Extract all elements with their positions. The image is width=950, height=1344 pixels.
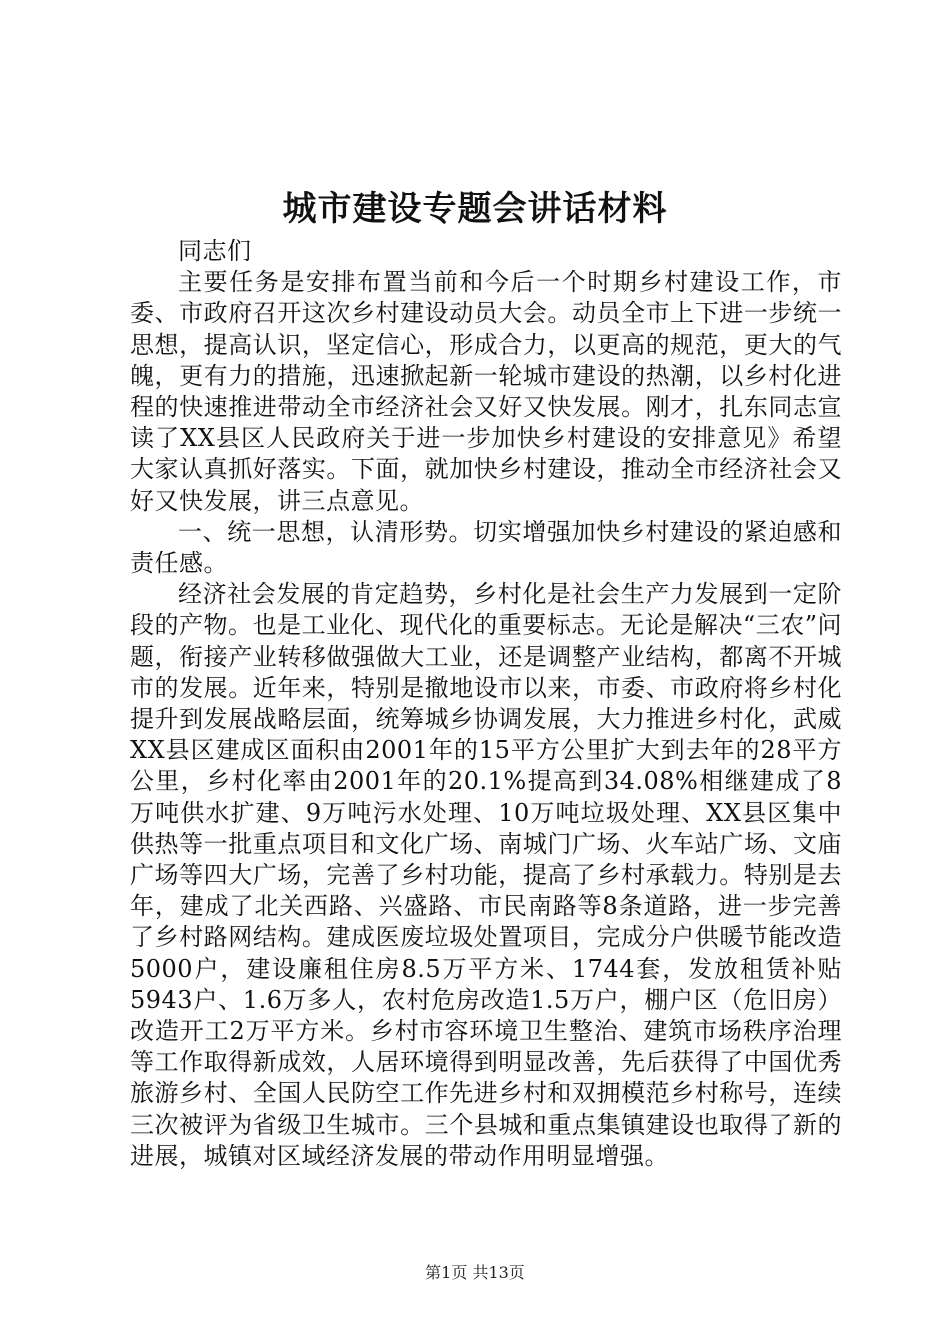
salutation-paragraph: 同志们	[178, 237, 252, 265]
document-body	[130, 236, 842, 1172]
page-footer: 第1页 共13页	[425, 1263, 525, 1282]
intro-paragraph: 主要任务是安排布置当前和今后一个时期乡村建设工作，市委、市政府召开这次乡村建设动员大会。动员全市上下进一步统一思想，提高认识，坚定信心，形成合力，以更高的规范，更大的气魄，更有力的措施，迅速掀起新一轮城市建设的热潮，以乡村化进程的快速推进带动全市经济社会又好又快发展。刚才，扎东同志宣读了XX县区人民政府关于进一步加快乡村建设的安排意见》希望大家认真抓好落实。下面，就加快乡村建设，推动全市经济社会又好又快发展，讲三点意见。	[130, 268, 842, 515]
body-paragraph: 经济社会发展的肯定趋势，乡村化是社会生产力发展到一定阶段的产物。也是工业化、现代化的重要标志。无论是解决“三农”问题，衔接产业转移做强做大工业，还是调整产业结构，都离不开城市的发展。近年来，特别是撤地设市以来，市委、市政府将乡村化提升到发展战略层面，统筹城乡协调发展，大力推进乡村化，武威XX县区建成区面积由2001年的15平方公里扩大到去年的28平方公里，乡村化率由2001年的20.1%提高到34.08%相继建成了8万吨供水扩建、9万吨污水处理、10万吨垃圾处理、XX县区集中供热等一批重点项目和文化广场、南城门广场、火车站广场、文庙广场等四大广场，完善了乡村功能，提高了乡村承载力。特别是去年，建成了北关西路、兴盛路、市民南路等8条道路，进一步完善了乡村路网结构。建成医废垃圾处置项目，完成分户供暖节能改造5000户，建设廉租住房8.5万平方米、1744套，发放租赁补贴5943户、1.6万多人，农村危房改造1.5万户，棚户区（危旧房）改造开工2万平方米。乡村市容环境卫生整治、建筑市场秩序治理等工作取得新成效，人居环境得到明显改善，先后获得了中国优秀旅游乡村、全国人民防空工作先进乡村和双拥模范乡村称号，连续三次被评为省级卫生城市。三个县城和重点集镇建设也取得了新的进展，城镇对区域经济发展的带动作用明显增强。	[130, 580, 842, 1170]
document-title: 城市建设专题会讲话材料	[282, 189, 668, 229]
section-heading-paragraph: 一、统一思想，认清形势。切实增强加快乡村建设的紧迫感和责任感。	[130, 517, 842, 578]
